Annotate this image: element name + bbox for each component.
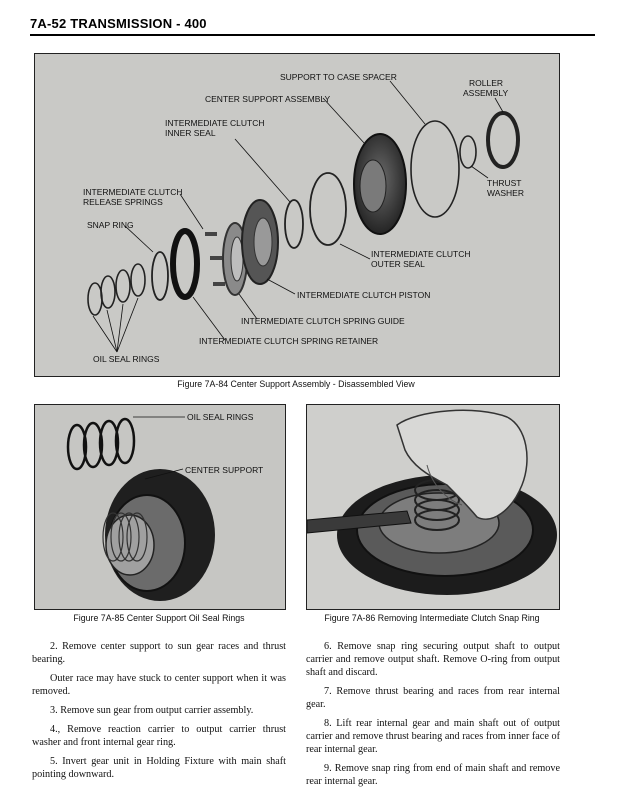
oil-seal-ring-4 [131,264,145,296]
paragraph: 5. Invert gear unit in Holding Fixture with main shaft pointing downward. [32,756,286,780]
label-spring-retainer: INTERMEDIATE CLUTCH SPRING RETAINER [199,336,379,346]
figure-85-caption: Figure 7A-85 Center Support Oil Seal Rings [73,613,245,623]
release-spring-2 [210,256,222,260]
paragraph: 7. Remove thrust bearing and races from rear internal gear. [306,686,560,710]
label-release-springs-line2: RELEASE SPRINGS [83,197,163,207]
page-header: 7A-52 TRANSMISSION - 400 [30,16,207,31]
label-outer-seal-line1: INTERMEDIATE CLUTCH [371,249,471,259]
paragraph: 9. Remove snap ring from end of main shaft and remove rear internal gear. [306,763,560,787]
outer-seal-shape [310,173,346,245]
header-rule [30,34,595,36]
paragraph: 6. Remove snap ring securing output shaft to output carrier and remove output shaft. Remove O-ring from output shaft and discard. [306,641,560,678]
label-support-to-case-spacer: SUPPORT TO CASE SPACER [280,72,397,82]
label-release-springs-line1: INTERMEDIATE CLUTCH [83,187,183,197]
release-spring-1 [205,232,217,236]
figure-86-caption: Figure 7A-86 Removing Intermediate Clutch Snap Ring [324,613,540,623]
label-center-support-85: CENTER SUPPORT [185,465,264,475]
label-oil-seal-rings: OIL SEAL RINGS [93,354,160,364]
removing-snap-ring-illustration [307,405,559,609]
paragraph: Outer race may have stuck to center support when it was removed. [32,673,286,697]
paragraph: 3. Remove sun gear from output carrier assembly. [50,705,254,716]
label-roller-assembly-line2: ASSEMBLY [463,88,509,98]
label-inner-seal-line2: INNER SEAL [165,128,216,138]
spacer-ring-shape [411,121,459,217]
label-outer-seal-line2: OUTER SEAL [371,259,425,269]
label-inner-seal-line1: INTERMEDIATE CLUTCH [165,118,265,128]
label-thrust-washer-line2: WASHER [487,188,524,198]
figure-84-photo [34,53,560,377]
figure-84-caption: Figure 7A-84 Center Support Assembly - Disassembled View [177,379,415,389]
label-piston: INTERMEDIATE CLUTCH PISTON [297,290,431,300]
release-spring-3 [213,282,225,286]
label-snap-ring: SNAP RING [87,220,134,230]
oil-seal-ring-3 [116,270,130,302]
figure-86-photo [306,404,560,610]
label-spring-guide: INTERMEDIATE CLUTCH SPRING GUIDE [241,316,405,326]
oil-seal-ring-1 [88,283,102,315]
label-center-support-assembly: CENTER SUPPORT ASSEMBLY [205,94,331,104]
paragraph: 2. Remove center support to sun gear races and thrust bearing. [32,641,286,665]
roller-assembly-shape [488,113,518,167]
right-text-column [306,640,560,794]
spring-retainer-shape [173,231,197,297]
center-support-oil-seal-illustration [35,405,285,609]
left-text-column [32,640,286,787]
label-roller-assembly-line1: ROLLER [469,78,504,88]
snap-ring-shape [152,252,168,300]
paragraph: 8. Lift rear internal gear and main shaft out of output carrier and remove thrust bearing and races from inner face of rear internal gear. [306,718,560,755]
inner-seal-shape [285,200,303,248]
figure-85-photo [34,404,286,610]
label-thrust-washer-line1: THRUST [487,178,522,188]
paragraph: 4., Remove reaction carrier to output carrier thrust washer and front internal gear ring. [32,724,286,748]
thrust-washer-shape [460,136,476,168]
oil-seal-ring-2 [101,276,115,308]
label-oil-seal-rings-85: OIL SEAL RINGS [187,412,254,422]
